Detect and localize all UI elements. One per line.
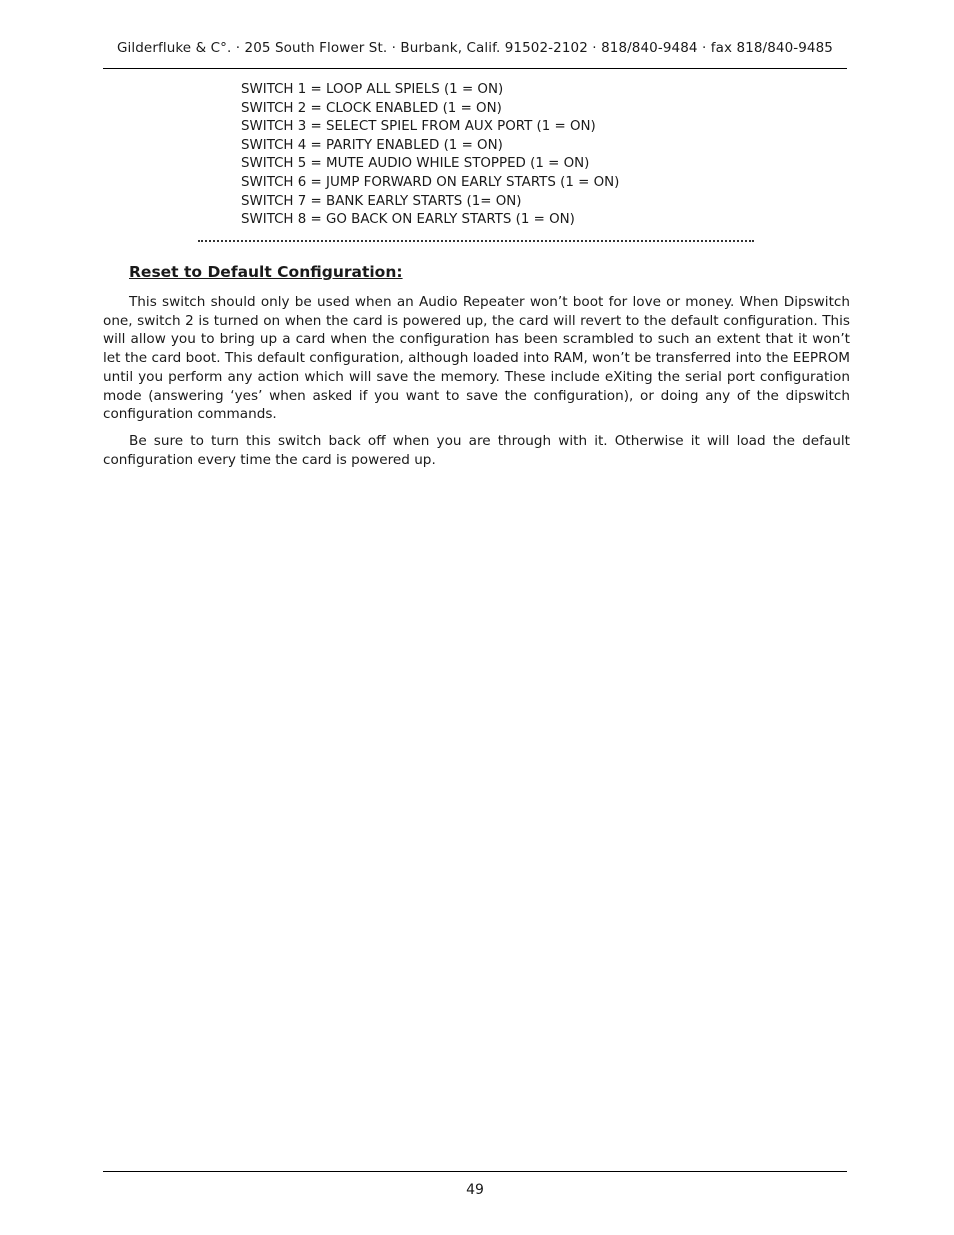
page-header: Gilderfluke & C°. · 205 South Flower St. · Burbank, Calif. 91502-2102 · 818/840-9484 · fax 818/840-9485	[117, 40, 833, 56]
switch-item: SWITCH 3 = SELECT SPIEL FROM AUX PORT (1 = ON)	[241, 119, 596, 135]
switch-item: SWITCH 8 = GO BACK ON EARLY STARTS (1 = ON)	[241, 212, 575, 228]
switch-list	[241, 81, 619, 230]
page-number: 49	[466, 1182, 484, 1198]
switch-item: SWITCH 2 = CLOCK ENABLED (1 = ON)	[241, 100, 502, 116]
body-paragraph: This switch should only be used when an Audio Repeater won’t boot for love or money. When Dipswitch one, switch 2 is turned on when the card is powered up, the card will revert to the default configuration. This will allow you to bring up a card when the configuration has been scrambled to such an extent that it won’t let the card boot. This default configuration, although loaded into RAM, won’t be transferred into the EEPROM until you perform any action which will save the memory. These include eXiting the serial port configuration mode (answering ‘yes’ when asked if you want to save the configuration), or doing any of the dipswitch configuration commands.	[103, 294, 850, 423]
footer-divider	[103, 1171, 847, 1172]
section-heading: Reset to Default Configuration:	[129, 263, 403, 281]
dotted-divider	[198, 240, 754, 242]
switch-item: SWITCH 4 = PARITY ENABLED (1 = ON)	[241, 137, 503, 153]
switch-item: SWITCH 6 = JUMP FORWARD ON EARLY STARTS (1 = ON)	[241, 174, 620, 190]
switch-item: SWITCH 1 = LOOP ALL SPIELS (1 = ON)	[241, 82, 504, 97]
switch-item: SWITCH 5 = MUTE AUDIO WHILE STOPPED (1 = ON)	[241, 156, 590, 172]
body-paragraph: Be sure to turn this switch back off when you are through with it. Otherwise it will load the default configuration every time the card is powered up.	[103, 433, 850, 468]
header-divider	[103, 68, 847, 69]
switch-item: SWITCH 7 = BANK EARLY STARTS (1= ON)	[241, 193, 522, 209]
